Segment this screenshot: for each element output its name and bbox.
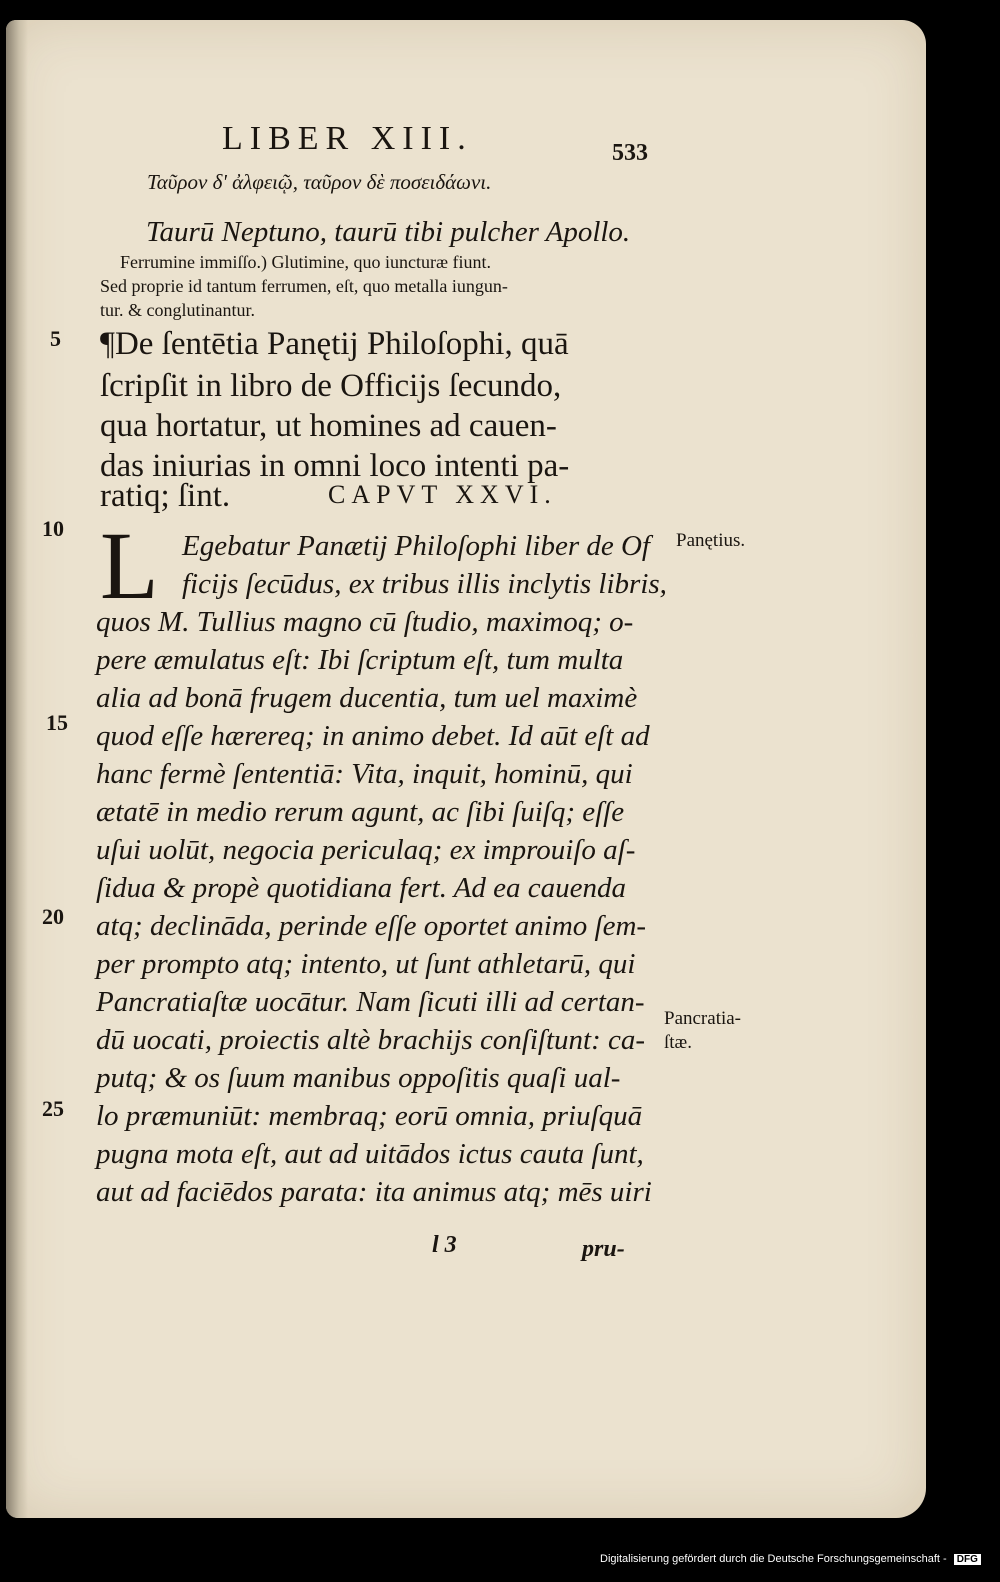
body-line: ætatē in medio rerum agunt, ac ſibi ſuiſq; eſſe [96, 796, 625, 828]
body-line: ſidua & propè quotidiana fert. Ad ea cauenda [96, 872, 627, 904]
body-line: aut ad faciēdos parata: ita animus atq; mēs uiri [96, 1176, 652, 1208]
credit-text: Digitalisierung gefördert durch die Deutsche Forschungsgemeinschaft - [600, 1553, 947, 1565]
body-line: lo præmuniūt: membraq; eorū omnia, priuſquā [96, 1100, 643, 1132]
chapter-heading-line: ſcripſit in libro de Officijs ſecundo, [100, 368, 562, 404]
dfg-logo: DFG [954, 1554, 981, 1565]
body-line: quos M. Tullius magno cū ſtudio, maximoq; o- [96, 606, 634, 638]
body-line: pugna mota eſt, aut ad uitādos ictus cauta ſunt, [96, 1138, 644, 1170]
body-line: dū uocati, proiectis altè brachijs conſiſtunt: ca- [96, 1024, 646, 1056]
line-number: 5 [50, 326, 61, 351]
line-number: 25 [42, 1096, 64, 1121]
line-number: 15 [46, 710, 68, 735]
commentary-line: tur. & conglutinantur. [100, 300, 255, 320]
marginal-note: Pancratia- [664, 1008, 742, 1029]
marginal-note: ſtæ. [664, 1032, 692, 1053]
body-line: quod eſſe hærereq; in animo debet. Id aūt eſt ad [96, 720, 650, 752]
chapter-heading-line: qua hortatur, ut homines ad cauen- [100, 408, 557, 444]
marginal-note: Panętius. [676, 530, 746, 551]
body-line: Egebatur Panætij Philoſophi liber de Of [182, 530, 650, 562]
body-line: putq; & os ſuum manibus oppoſitis quaſi ual- [96, 1062, 621, 1094]
chapter-heading-line: das iniurias in omni loco intenti pa- [100, 448, 570, 484]
body-line: alia ad bonā frugem ducentia, tum uel maximè [96, 682, 638, 714]
chapter-heading-line: ¶De ſentētia Panętij Philoſophi, quā [100, 326, 569, 362]
line-number: 10 [42, 516, 64, 541]
catchword: pru- [582, 1236, 625, 1262]
greek-verse: Ταῦρον δ' ἀλφειῷ, ταῦρον δὲ ποσειδάωνι. [147, 170, 492, 194]
body-line: hanc fermè ſententiā: Vita, inquit, hominū, qui [96, 758, 633, 790]
commentary-line: Ferrumine immiſſo.) Glutimine, quo iuncturæ fiunt. [120, 252, 491, 272]
body-line: per prompto atq; intento, ut ſunt athletarū, qui [96, 948, 636, 980]
folio-number: 533 [612, 140, 648, 166]
chapter-label: CAPVT XXVI. [328, 480, 557, 509]
drop-cap: L [100, 512, 159, 619]
body-line: Pancratiaſtæ uocātur. Nam ſicuti illi ad certan- [96, 986, 645, 1018]
line-number: 20 [42, 904, 64, 929]
page-gutter [6, 20, 28, 1518]
latin-verse: Taurū Neptuno, taurū tibi pulcher Apollo. [146, 216, 631, 248]
chapter-heading-line: ratiq; ſint. [100, 478, 231, 514]
running-head: LIBER XIII. [222, 120, 473, 157]
body-line: pere æmulatus eſt: Ibi ſcriptum eſt, tum multa [96, 644, 624, 676]
body-line: uſui uolūt, negocia periculaq; ex improuiſo aſ- [96, 834, 636, 866]
body-line: atq; declinādа, perinde eſſe oportet animo ſem- [96, 910, 647, 942]
digitization-credit [600, 1553, 981, 1571]
signature-mark: l 3 [432, 1232, 457, 1258]
body-line: ficijs ſecūdus, ex tribus illis inclytis libris, [182, 568, 667, 600]
commentary-line: Sed proprie id tantum ferrumen, eſt, quo metalla iungun- [100, 276, 508, 296]
